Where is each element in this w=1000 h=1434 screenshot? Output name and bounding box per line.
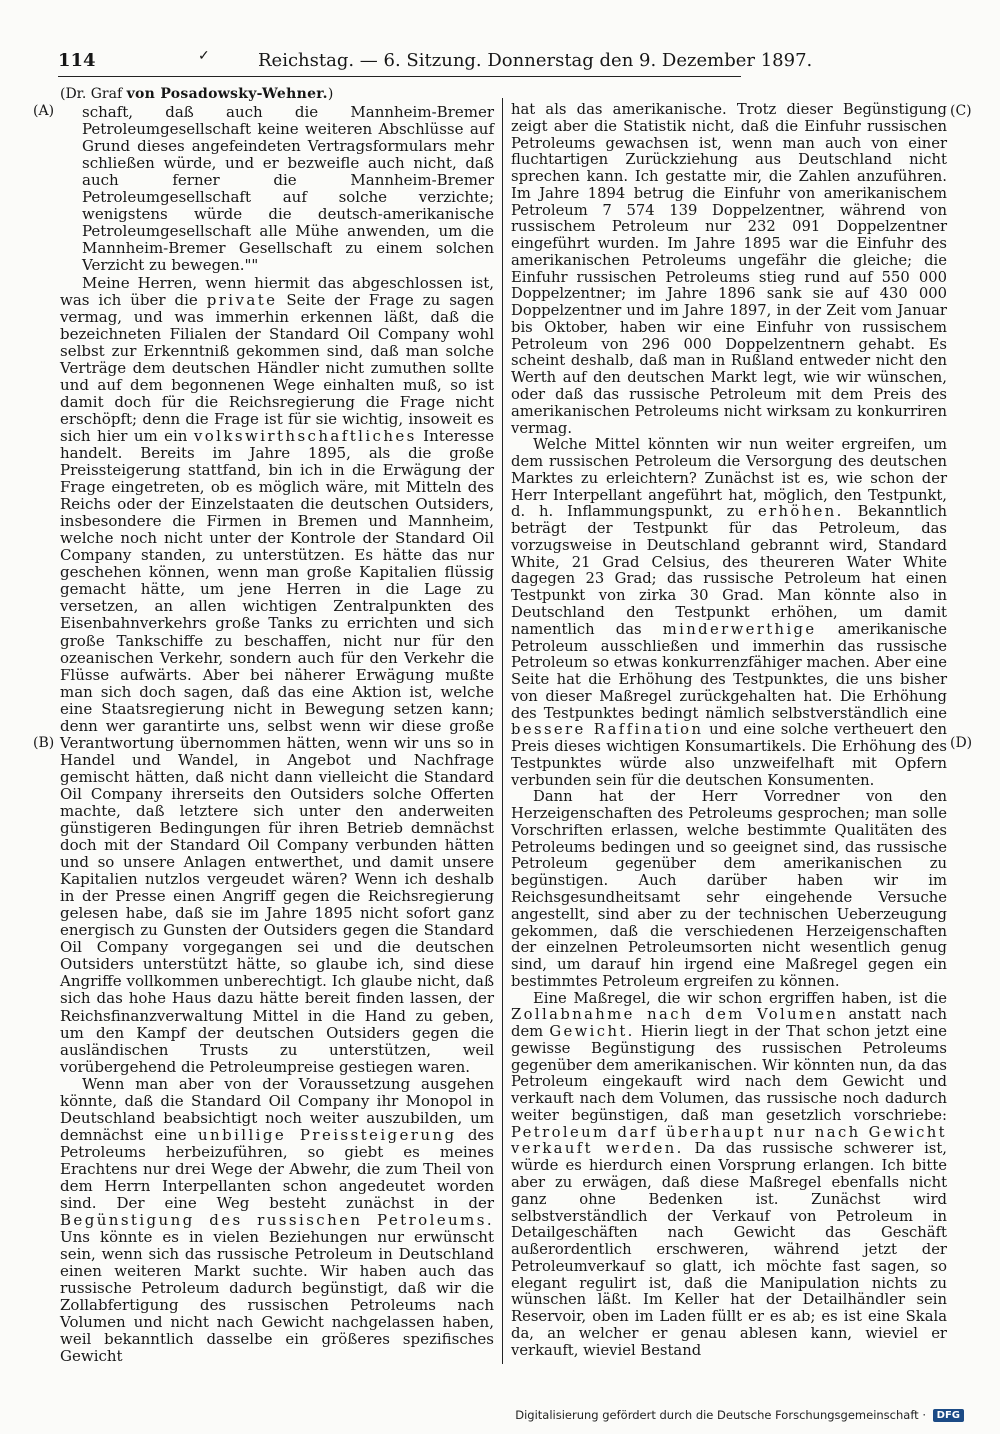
- emphasis: volkswirthschaftliches: [193, 426, 417, 445]
- digitization-footer: [515, 1408, 964, 1422]
- emphasis: unbillige Preissteigerung: [197, 1125, 457, 1144]
- emphasis: erhöhen.: [757, 503, 844, 521]
- emphasis: Petroleum darf überhaupt nur nach Gewicht verkauft werden.: [511, 1123, 947, 1158]
- dfg-logo: DFG: [933, 1409, 964, 1422]
- emphasis: Begünstigung des russischen Petroleums.: [60, 1211, 494, 1230]
- paragraph: hat als das amerikanische. Trotz dieser Begünstigung zeigt aber die Statistik nicht, daß die Einfuhr russischen Petroleums gewachsen ist, wenn man auch von einer fluchtartigen Zurückziehung aus Deutschland nicht sprechen kann. Ich gestatte mir, die Zahlen anzuführen. Im Jahre 1894 betrug die Einfuhr von amerikanischem Petroleum 7 574 139 Doppelzentner, während von russischem Petroleum nur 232 091 Doppelzentner eingeführt wurden. Im Jahre 1895 war die Einfuhr des amerikanischen Petroleums ungefähr die gleiche; die Einfuhr russischen Petroleums stieg rund auf 550 000 Doppelzentner; im Jahre 1896 sank sie auf 430 000 Doppelzentner und im Jahre 1897, in der Zeit vom Januar bis Oktober, haben wir eine Einfuhr von russischem Petroleum von 296 000 Doppelzentnern gehabt. Es scheint deshalb, daß man in Rußland entweder nicht den Werth auf den deutschen Markt legt, wie wir wünschen, oder daß das russische Petroleum mit dem Preis des amerikanischen Petroleums nicht wirksam zu konkurriren vermag.: [511, 101, 947, 437]
- emphasis: Zollabnahme nach dem Volumen: [511, 1006, 839, 1024]
- footer-text: Digitalisierung gefördert durch die Deutsche Forschungsgemeinschaft: [515, 1408, 919, 1422]
- speaker-prefix: (Dr. Graf: [60, 86, 127, 102]
- left-column: [60, 86, 494, 1366]
- header-rule: [58, 76, 741, 77]
- margin-marker-b: (B): [33, 735, 55, 751]
- speaker-label: [60, 86, 494, 103]
- paragraph: Dann hat der Herr Vorredner von den Herzeigenschaften des Petroleums gesprochen; man solle Vorschriften erlassen, welche bestimmte Qualitäten des Petroleums bedingen und so geeignet sind, das russische Petroleum gegenüber dem amerikanischen zu begünstigen. Auch darüber haben wir im Reichsgesundheitsamt sehr eingehende Versuche angestellt, sind aber zu der technischen Ueberzeugung gekommen, daß die verschiedenen Herzeigenschaften der einzelnen Petroleumsorten nicht wesentlich genug sind, um darauf hin irgend eine Maßregel gegen ein bestimmtes Petroleum ergreifen zu können.: [511, 788, 947, 990]
- margin-marker-d: (D): [950, 735, 973, 751]
- emphasis: minderwerthige: [662, 620, 817, 638]
- paragraph: Welche Mittel könnten wir nun weiter ergreifen, um dem russischen Petroleum die Versorgung des deutschen Marktes zu erleichtern? Zunächst ist es, wie schon der Herr Interpellant angeführt hat, möglich, den Testpunkt, d. h. Inflammungspunkt, zu erhöhen. Bekanntlich beträgt der Testpunkt für das Petroleum, das vorzugsweise in Deutschland gebrannt wird, Standard White, 21 Grad Celsius, des theureren Water White dagegen 23 Grad; das russische Petroleum hat einen Testpunkt von zirka 30 Grad. Man könnte also in Deutschland den Testpunkt erhöhen, um damit namentlich das minderwerthige amerikanische Petroleum ausschließen und immerhin das russische Petroleum so etwas konkurrenzfähiger machen. Aber eine Seite hat die Erhöhung des Testpunktes, die uns bisher von dieser Maßregel zurückgehalten hat. Die Erhöhung des Testpunktes bedingt nämlich selbstverständlich eine bessere Raffination und eine solche vertheuert den Preis dieses wichtigen Konsumartikels. Die Erhöhung des Testpunktes würde also unzweifelhaft mit Opfern verbunden sein für die deutschen Konsumenten.: [511, 436, 947, 789]
- margin-marker-a: (A): [33, 103, 55, 119]
- margin-marker-c: (C): [950, 103, 972, 119]
- page-header: [58, 48, 813, 76]
- speaker-name: von Posadowsky-Wehner.: [126, 86, 328, 102]
- speaker-suffix: ): [327, 86, 334, 102]
- emphasis: Gewicht.: [549, 1023, 635, 1041]
- paragraph: Wenn man aber von der Voraussetzung ausgehen könnte, daß die Standard Oil Company ihr Monopol in Deutschland beabsichtigt noch weiter auszubilden, um demnächst eine unbillige Preissteigerung des Petroleums herbeizuführen, so giebt es meines Erachtens nur drei Wege der Abwehr, die zum Theil von dem Herrn Interpellanten schon angedeutet worden sind. Der eine Weg besteht zunächst in der Begünstigung des russischen Petroleums. Uns könnte es in vielen Beziehungen nur erwünscht sein, wenn sich das russische Petroleum in Deutschland einen weiteren Markt suchte. Wir haben auch das russische Petroleum dadurch begünstigt, daß wir die Zollabfertigung des russischen Petroleums nach Volumen und nicht nach Gewicht nachgelassen haben, weil bekanntlich dasselbe ein größeres spezifisches Gewicht: [60, 1074, 495, 1366]
- running-head: Reichstag. — 6. Sitzung. Donnerstag den 9. Dezember 1897.: [258, 50, 813, 71]
- emphasis: bessere Raffination: [511, 721, 704, 739]
- paragraph: Meine Herren, wenn hiermit das abgeschlossen ist, was ich über die private Seite der Frage zu sagen vermag, und was immerhin erkennen läßt, daß die bezeichneten Filialen der Standard Oil Company wohl selbst zur Erkenntniß gekommen sind, daß man solche Verträge dem deutschen Händler nicht zumuthen sollte und auf dem begonnenen Wege einhalten muß, so ist damit doch für die Reichsregierung die Frage nicht erschöpft; denn die Frage ist für sie wichtig, insoweit es sich hier um ein volkswirthschaftliches Interesse handelt. Bereits im Jahre 1895, als die große Preissteigerung stattfand, bin ich in die Erwägung der Frage eingetreten, ob es möglich wäre, mit Mitteln des Reichs oder der Einzelstaaten die deutschen Outsiders, insbesondere die Firmen in Bremen und Mannheim, welche noch nicht unter der Kontrole der Standard Oil Company standen, zu unterstützen. Es hätte das nur geschehen können, wenn man große Kapitalien flüssig gemacht hätte, um jene Herren in die Lage zu versetzen, an allen wichtigen Zentralpunkten des Eisenbahnverkehrs große Tanks zu errichten und sich große Tankschiffe zu beschaffen, nicht nur für den ozeanischen Verkehr, sondern auch für den Verkehr die Flüsse aufwärts. Aber bei näherer Erwägung mußte man sich doch sagen, daß das eine Aktion ist, welche eine Staatsregierung nicht in Bewegung setzen kann; denn wer garantirte uns, selbst wenn wir diese große Verantwortung übernommen hätten, wenn wir uns so in Handel und Wandel, in Angebot und Nachfrage gemischt hätten, daß nicht dann vielleicht die Standard Oil Company ihrerseits den Outsiders solche Offerten machte, daß letztere sich unter den anderweiten günstigeren Bedingungen für ihren Betrieb demnächst doch mit der Standard Oil Company verbunden hätten und so unsere Anlagen entwerthet, und damit unsere Kapitalien nutzlos vergeudet wären? Wenn ich deshalb in der Presse einen Angriff gegen die Reichsregierung gelesen habe, daß sie im Jahre 1895 nicht sofort ganz energisch zu Gunsten der Outsiders gegen die Standard Oil Company vorgegangen sei und die deutschen Outsiders unterstützt hätte, so glaube ich, sind diese Angriffe vollkommen unberechtigt. Ich glaube nicht, daß sich das hohe Haus dazu hätte bereit finden lassen, der Reichsfinanzverwaltung Mittel in die Hand zu geben, um den Kampf der deutschen Outsiders gegen die ausländischen Trusts zu unterstützen, weil vorübergehend die Petroleumpreise gestiegen waren.: [60, 273, 494, 1076]
- footer-separator: ·: [922, 1408, 926, 1422]
- quote-paragraph: schaft, daß auch die Mannheim-Bremer Petroleumgesellschaft keine weiteren Abschlüsse auf Grund dieses angefeindeten Vertragsformulars mehr schließen würde, und er bezweifle auch nicht, daß auch ferner die Mannheim-Bremer Petroleumgesellschaft auf solche verzichte; wenigstens würde die deutsch-amerikanische Petroleumgesellschaft alle Mühe anwenden, um die Mannheim-Bremer Gesellschaft zu einem solchen Verzicht zu bewegen."": [82, 103, 494, 275]
- right-column: [511, 102, 947, 1359]
- page-number: 114: [58, 50, 96, 71]
- paragraph: Eine Maßregel, die wir schon ergriffen haben, ist die Zollabnahme nach dem Volumen anstatt nach dem Gewicht. Hierin liegt in der That schon jetzt eine gewisse Begünstigung des russischen Petroleums gegenüber dem amerikanischen. Wir könnten nun, da das Petroleum eingekauft wird nach dem Gewicht und verkauft nach dem Volumen, das russische noch dadurch weiter begünstigen, daß man gesetzlich vorschriebe: Petroleum darf überhaupt nur nach Gewicht verkauft werden. Da das russische schwerer ist, würde es hierdurch einen Vorsprung erlangen. Ich bitte aber zu erwägen, daß diese Maßregel ebenfalls nicht ganz ohne Bedenken ist. Zunächst wird selbstverständlich der Verkauf von Petroleum in Detailgeschäften nach Gewicht das Geschäft außerordentlich erschweren, während jetzt der Petroleumverkauf so glatt, ich möchte fast sagen, so elegant regulirt ist, daß die Manipulation nichts zu wünschen läßt. Im Keller hat der Detailhändler sein Reservoir, oben im Laden füllt er es ab; es ist eine Skala da, an welcher er genau ablesen kann, wieviel er verkauft, wieviel Bestand: [511, 989, 947, 1359]
- column-divider: [502, 98, 503, 1364]
- emphasis: private: [206, 290, 278, 309]
- handwritten-mark: ✓: [198, 48, 210, 64]
